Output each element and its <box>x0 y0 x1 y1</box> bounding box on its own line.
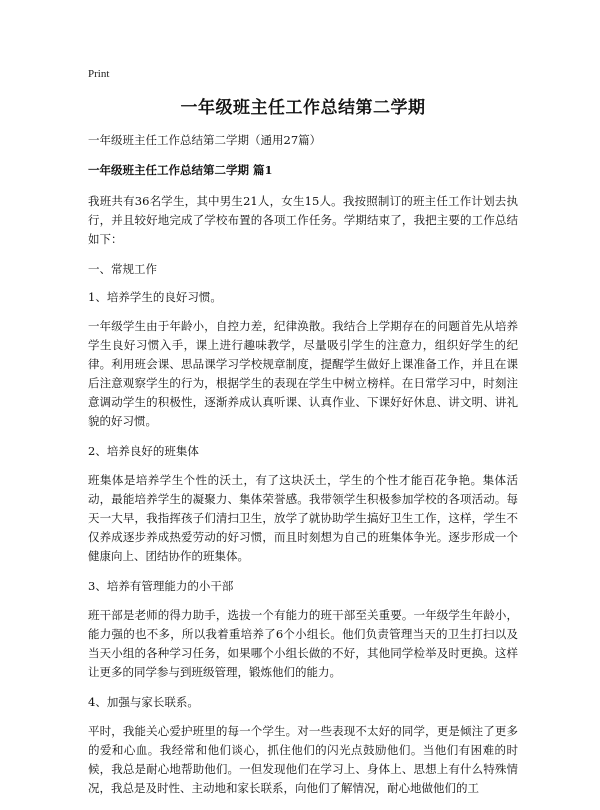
heading-class-leaders: 3、培养有管理能力的小干部 <box>88 579 234 593</box>
heading-parent-contact: 4、加强与家长联系。 <box>88 695 199 709</box>
paragraph-parent-contact: 平时，我能关心爱护班里的每一个学生。对一些表现不太好的同学，更是倾注了更多的爱和心血。我经常和他们谈心，抓住他们的闪光点鼓励他们。当他们有困难的时候，我总是耐心地帮助他们。一但发现他们在学习上、身体上、思想上有什么特殊情况，我总是及时性、主动地和家长联系，向他们了解情况，耐心地做他们的工 <box>88 724 518 795</box>
document-title: 一年级班主任工作总结第二学期 <box>180 98 426 118</box>
intro-paragraph: 我班共有36名学生，其中男生21人，女生15人。我按照制订的班主任工作计划去执行，并且较好地完成了学校布置的各项工作任务。学期结束了，我把主要的工作总结如下： <box>88 194 518 246</box>
print-label[interactable]: Print <box>88 68 110 80</box>
paragraph-class-collective: 班集体是培养学生个性的沃土，有了这块沃土，学生的个性才能百花争艳。集体活动，最能培养学生的凝聚力、集体荣誉感。我带领学生积极参加学校的各项活动。每天一大早，我指挥孩子们清扫卫生，放学了就协助学生搞好卫生工作，这样，学生不仅养成逐步养成热爱劳动的好习惯，而且时刻想为自己的班集体争光。逐步形成一个健康向上、团结协作的班集体。 <box>88 473 518 563</box>
heading-routine-work: 一、常规工作 <box>88 262 157 276</box>
paragraph-class-leaders: 班干部是老师的得力助手，选拔一个有能力的班干部至关重要。一年级学生年龄小，能力强的也不多，所以我着重培养了6个小组长。他们负责管理当天的卫生打扫以及当天小组的各种学习任务，如果哪个小组长做的不好，其他同学检举及时更换。这样让更多的同学参与到班级管理，锻炼他们的能力。 <box>88 608 518 679</box>
heading-good-habits: 1、培养学生的良好习惯。 <box>88 290 222 304</box>
heading-class-collective: 2、培养良好的班集体 <box>88 444 199 458</box>
document-subtitle: 一年级班主任工作总结第二学期（通用27篇） <box>88 133 322 147</box>
document-page <box>88 68 518 810</box>
paragraph-good-habits: 一年级学生由于年龄小，自控力差，纪律涣散。我结合上学期存在的问题首先从培养学生良好习惯入手，课上进行趣味教学，尽量吸引学生的注意力，组织好学生的纪律。利用班会课、思品课学习学校规章制度，提醒学生做好上课准备工作，并且在课后注意观察学生的行为，根据学生的表现在学生中树立榜样。在日常学习中，时刻注意调动学生的积极性，逐渐养成认真听课、认真作业、下课好好休息、讲文明、讲礼貌的好习惯。 <box>88 319 518 428</box>
section-heading: 一年级班主任工作总结第二学期 篇1 <box>88 163 273 177</box>
